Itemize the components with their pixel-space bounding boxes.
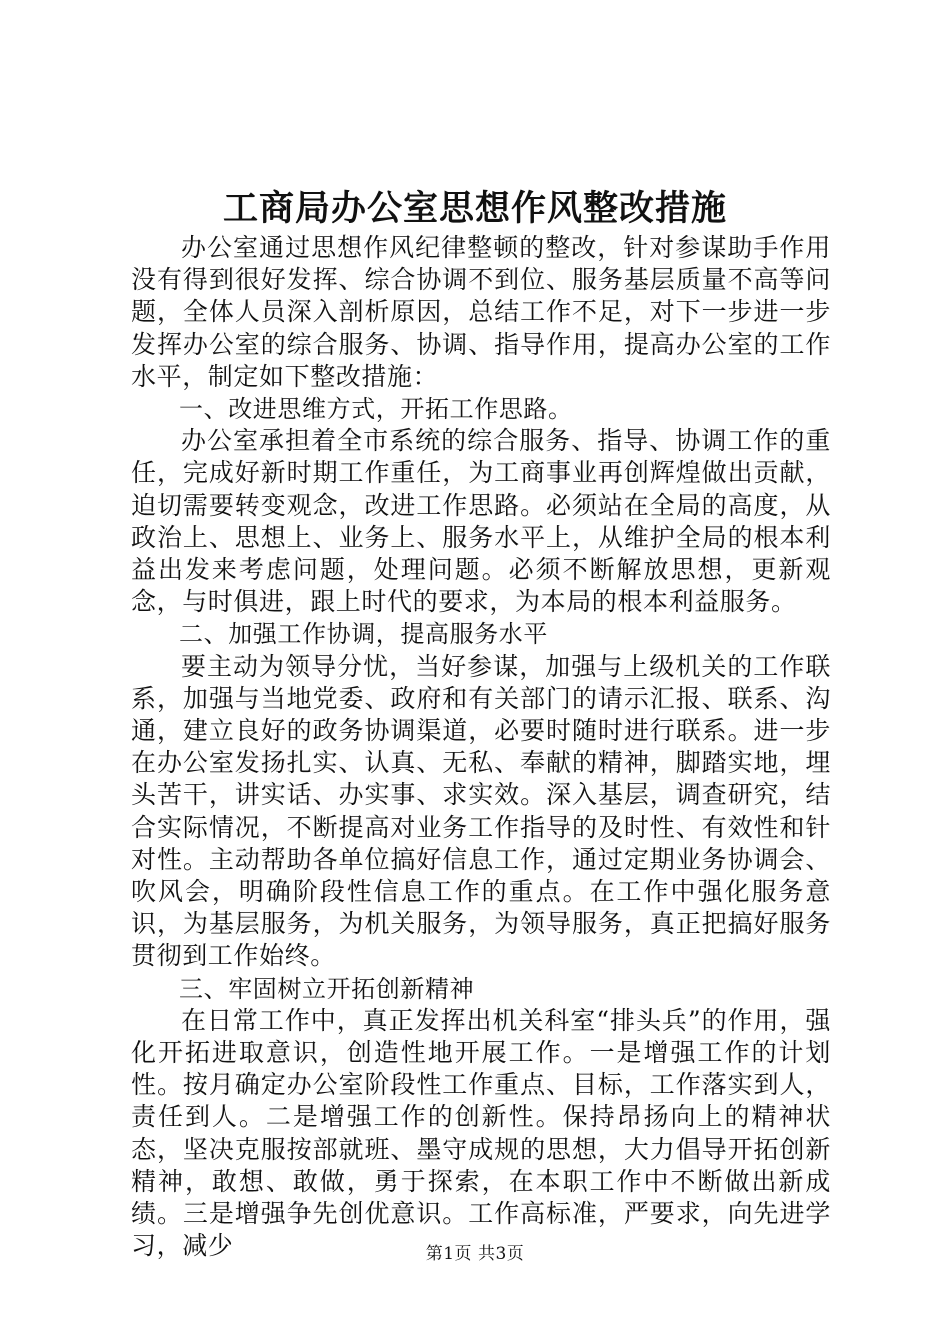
section-body-1: 办公室承担着全市系统的综合服务、指导、协调工作的重任，完成好新时期工作重任，为工商事业再创辉煌做出贡献，迫切需要转变观念，改进工作思路。必须站在全局的高度，从政治上、思想上、业务上、服务水平上，从维护全局的根本利益出发来考虑问题，处理问题。必须不断解放思想，更新观念，与时俱进，跟上时代的要求，为本局的根本利益服务。	[131, 426, 831, 617]
section-body-2: 要主动为领导分忧，当好参谋，加强与上级机关的工作联系，加强与当地党委、政府和有关部门的请示汇报、联系、沟通，建立良好的政务协调渠道，必要时随时进行联系。进一步在办公室发扬扎实、认真、无私、奉献的精神，脚踏实地，埋头苦干，讲实话、办实事、求实效。深入基层，调查研究，结合实际情况，不断提高对业务工作指导的及时性、有效性和针对性。主动帮助各单位搞好信息工作，通过定期业务协调会、吹风会，明确阶段性信息工作的重点。在工作中强化服务意识，为基层服务，为机关服务，为领导服务，真正把搞好服务贯彻到工作始终。	[131, 651, 831, 971]
section-heading-3: 三、牢固树立开拓创新精神	[179, 974, 475, 1003]
page-number-footer: 第1页 共3页	[425, 1244, 525, 1264]
intro-paragraph: 办公室通过思想作风纪律整顿的整改，针对参谋助手作用没有得到很好发挥、综合协调不到位、服务基层质量不高等问题，全体人员深入剖析原因，总结工作不足，对下一步进一步发挥办公室的综合服务、协调、指导作用，提高办公室的工作水平，制定如下整改措施：	[131, 233, 831, 391]
section-body-3: 在日常工作中，真正发挥出机关科室“排头兵”的作用，强化开拓进取意识，创造性地开展工作。一是增强工作的计划性。按月确定办公室阶段性工作重点、目标，工作落实到人，责任到人。二是增强工作的创新性。保持昂扬向上的精神状态，坚决克服按部就班、墨守成规的思想，大力倡导开拓创新精神，敢想、敢做，勇于探索，在本职工作中不断做出新成绩。三是增强争先创优意识。工作高标准，严要求，向先进学习，减少	[131, 1005, 831, 1261]
section-heading-1: 一、改进思维方式，开拓工作思路。	[179, 395, 573, 424]
document-body	[131, 232, 831, 1263]
section-heading-2: 二、加强工作协调，提高服务水平	[179, 620, 548, 649]
document-title: 工商局办公室思想作风整改措施	[222, 188, 727, 229]
